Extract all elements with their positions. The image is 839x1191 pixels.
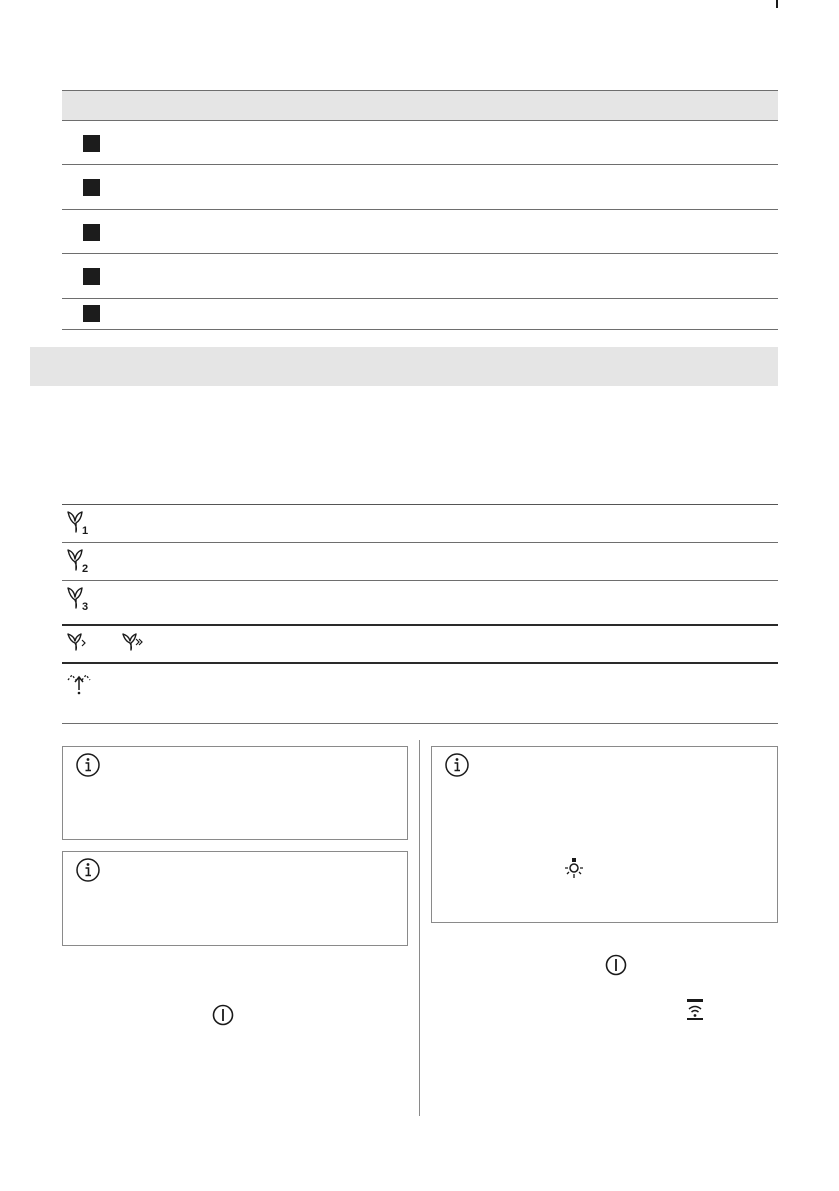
black-square-icon <box>83 224 100 241</box>
table-row <box>62 165 778 210</box>
fan-boost-1-icon <box>65 631 93 653</box>
section-heading-band <box>30 347 778 386</box>
light-bulb-icon <box>562 857 586 881</box>
info-icon <box>444 752 470 778</box>
table-row <box>62 664 778 724</box>
black-square-icon <box>83 305 100 322</box>
table-row <box>62 581 778 626</box>
table-row <box>62 543 778 581</box>
black-square-icon <box>83 179 100 196</box>
info-icon <box>75 752 101 778</box>
table-row <box>62 121 778 165</box>
table-row <box>62 505 778 543</box>
info-note-box <box>62 746 408 840</box>
fan-speed-3-icon <box>65 586 91 612</box>
svg-text:1: 1 <box>82 525 89 536</box>
info-note-box <box>62 851 408 946</box>
table-row <box>62 254 778 299</box>
power-icon <box>604 953 628 977</box>
black-square-icon <box>83 135 100 152</box>
svg-text:2: 2 <box>82 563 89 574</box>
fan-speed-table <box>62 504 778 724</box>
svg-text:3: 3 <box>82 601 89 612</box>
table-row <box>62 626 778 664</box>
table-row <box>62 210 778 254</box>
power-icon <box>211 1003 235 1027</box>
fan-speed-1-icon <box>65 510 91 536</box>
hob-to-hood-wifi-icon <box>684 998 706 1022</box>
column-divider <box>419 740 420 1116</box>
table-row <box>62 299 778 330</box>
marker-table-header <box>62 90 778 121</box>
fan-boost-2-icon <box>120 631 148 653</box>
info-icon <box>75 857 101 883</box>
black-square-icon <box>83 268 100 285</box>
info-note-box <box>431 746 778 923</box>
marker-table <box>62 90 778 330</box>
fan-speed-2-icon <box>65 548 91 574</box>
page-tab-marker <box>776 0 778 8</box>
top-rule <box>0 0 839 1</box>
vapour-sensor-icon <box>65 670 93 696</box>
